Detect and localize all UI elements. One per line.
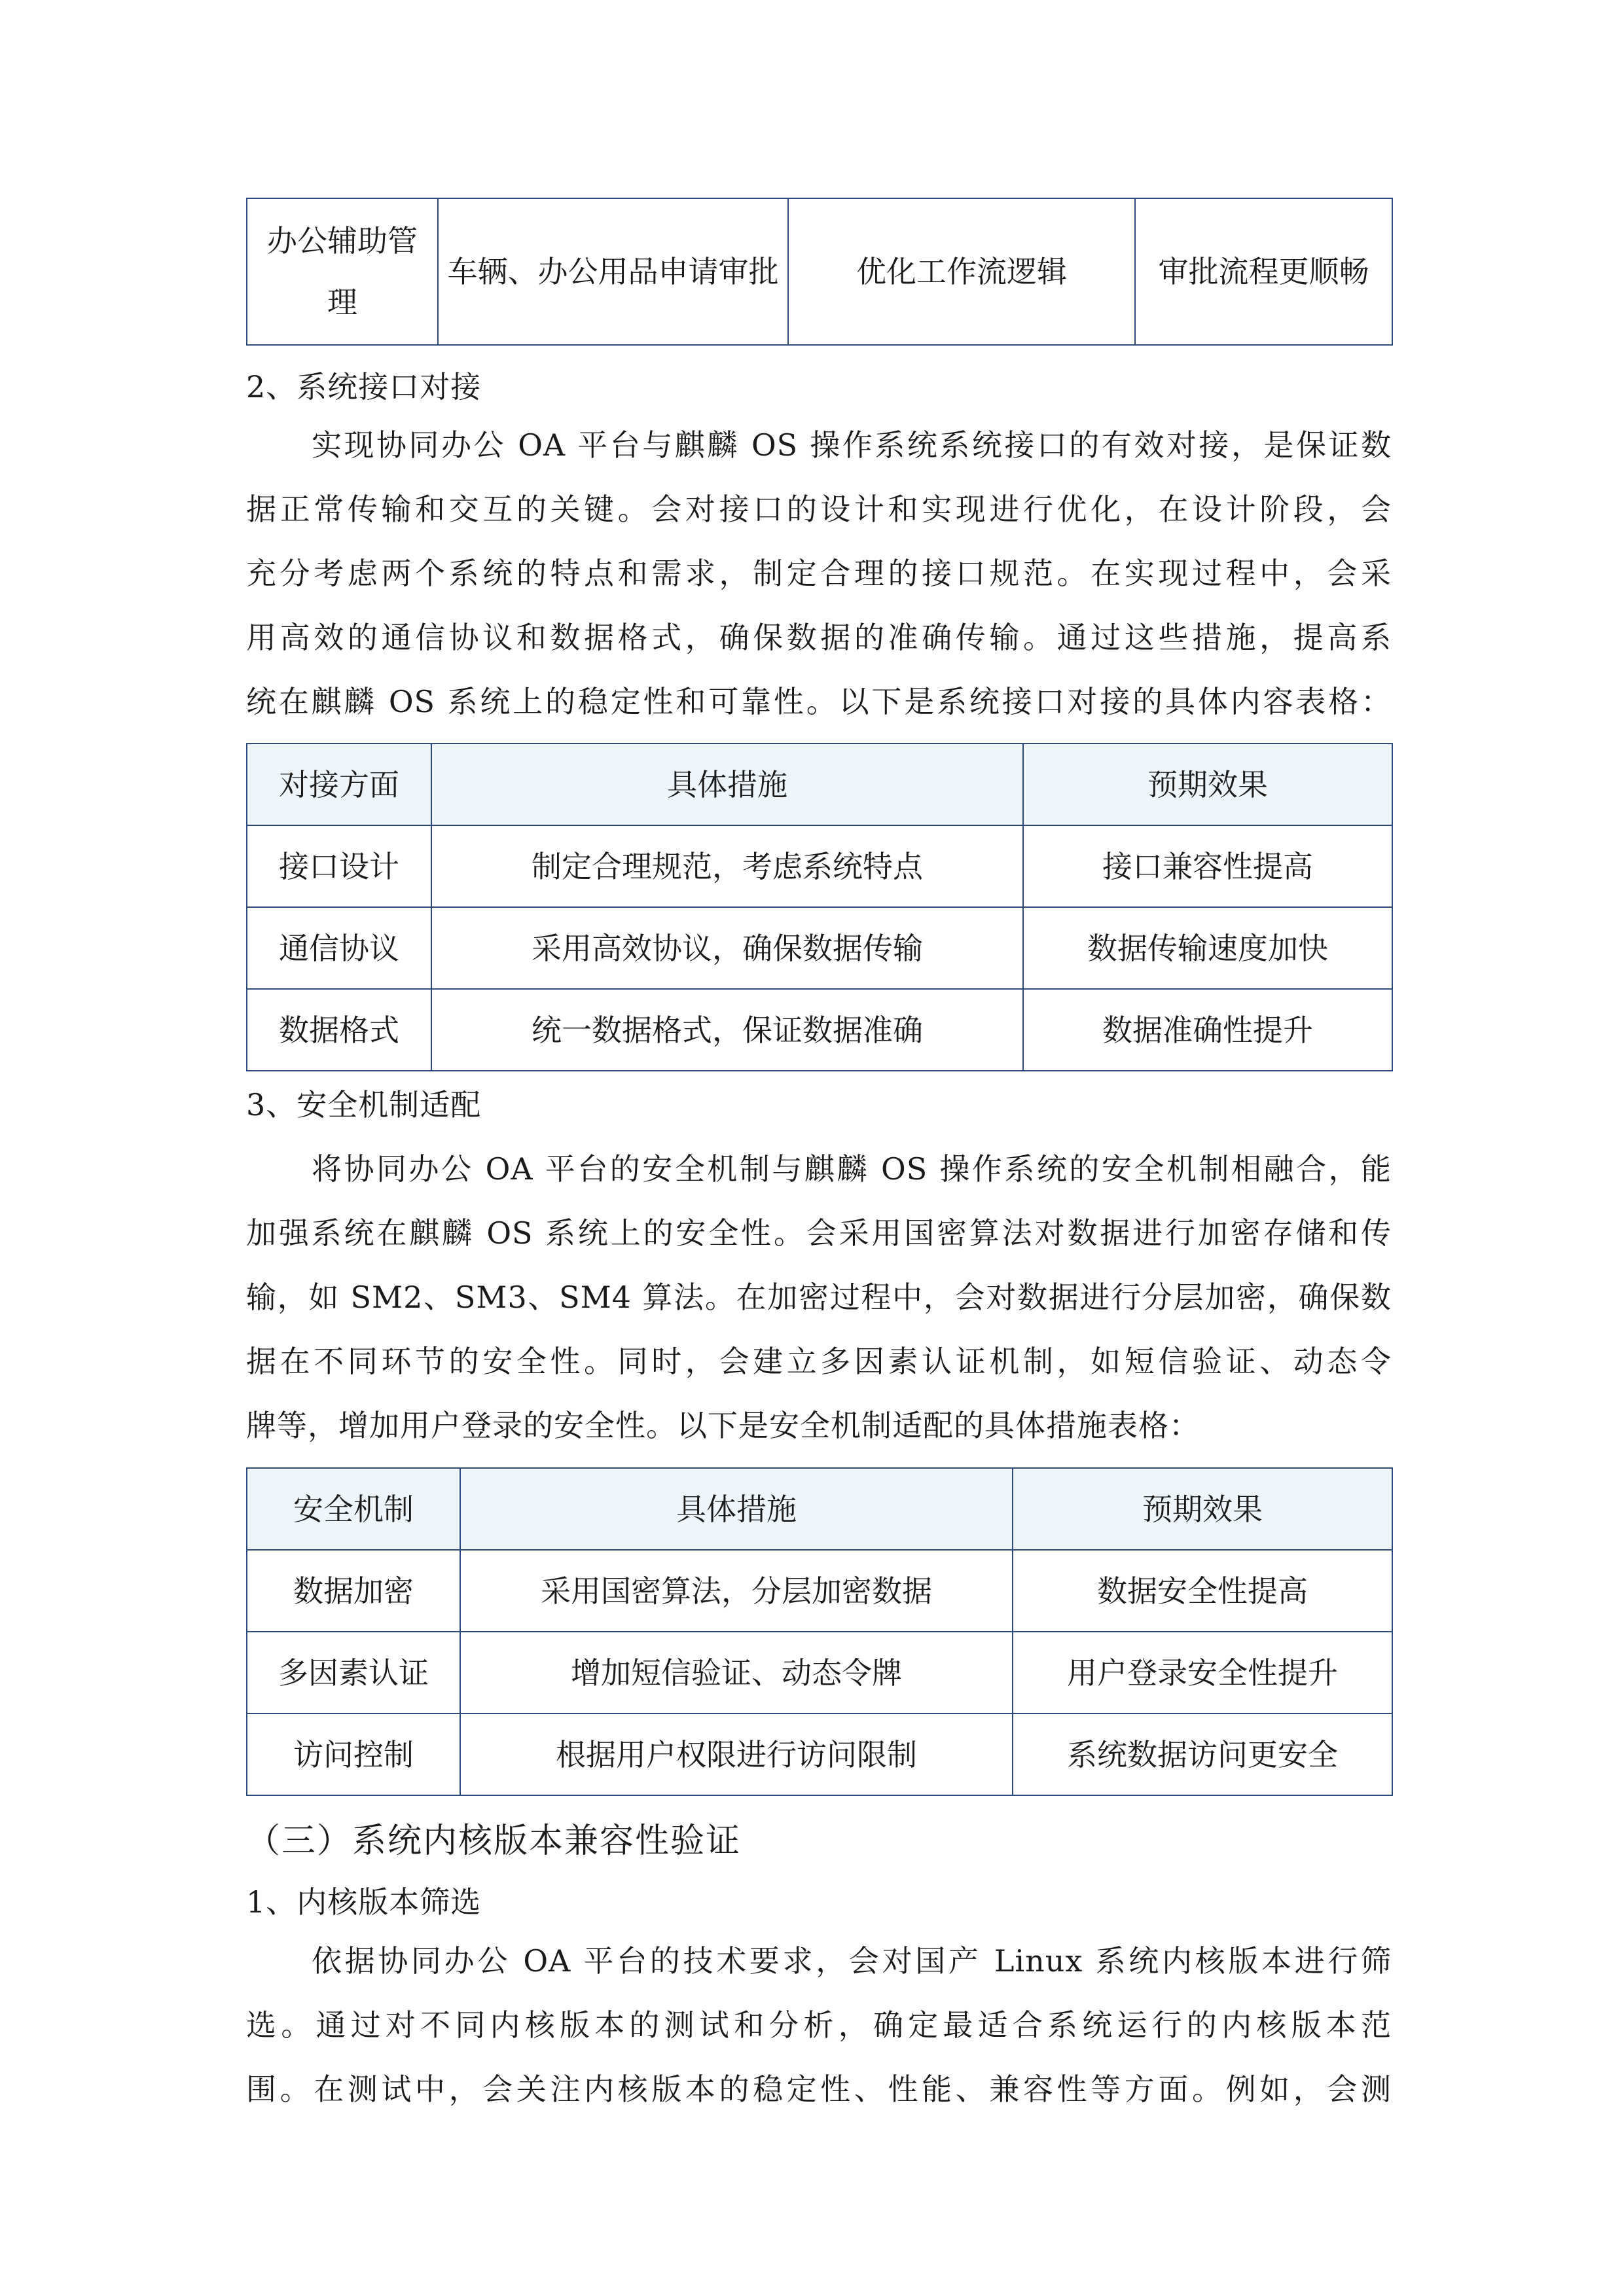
table-header-cell: 具体措施 xyxy=(431,744,1023,825)
table-cell: 数据加密 xyxy=(247,1550,460,1632)
paragraph-line: 充分考虑两个系统的特点和需求，制定合理的接口规范。在实现过程中，会采 xyxy=(246,556,1392,591)
paragraph-line: 选。通过对不同内核版本的测试和分析，确定最适合系统运行的内核版本范 xyxy=(246,2007,1392,2043)
table-cell: 数据准确性提升 xyxy=(1023,989,1392,1071)
paragraph-line: 依据协同办公 OA 平台的技术要求，会对国产 Linux 系统内核版本进行筛 xyxy=(312,1943,1392,1979)
section-heading: 3、安全机制适配 xyxy=(246,1087,482,1122)
table-cell: 增加短信验证、动态令牌 xyxy=(460,1632,1013,1713)
table-cell: 数据安全性提高 xyxy=(1013,1550,1392,1632)
table-cell: 采用高效协议，确保数据传输 xyxy=(431,907,1023,989)
paragraph-line: 据在不同环节的安全性。同时，会建立多因素认证机制，如短信验证、动态令 xyxy=(246,1344,1392,1379)
chapter-heading: （三）系统内核版本兼容性验证 xyxy=(246,1821,742,1861)
table-header-row xyxy=(247,744,1392,825)
table-cell xyxy=(788,198,1135,345)
table-cell: 采用国密算法，分层加密数据 xyxy=(460,1550,1013,1632)
table-header-cell: 预期效果 xyxy=(1013,1468,1392,1550)
paragraph-line: 用高效的通信协议和数据格式，确保数据的准确传输。通过这些措施，提高系 xyxy=(246,620,1392,655)
section-heading: 1、内核版本筛选 xyxy=(246,1884,482,1920)
cell-text: 办公辅助管理 xyxy=(267,223,418,320)
cell-text: 优化工作流逻辑 xyxy=(856,254,1067,289)
table-header-cell: 对接方面 xyxy=(247,744,431,825)
table-interface xyxy=(246,743,1393,1071)
section-heading: 2、系统接口对接 xyxy=(246,369,482,404)
table-continuation xyxy=(246,198,1393,346)
table-cell xyxy=(438,198,788,345)
table-security xyxy=(246,1467,1393,1796)
table-cell: 数据格式 xyxy=(247,989,431,1071)
table-row xyxy=(247,989,1392,1071)
table-cell: 访问控制 xyxy=(247,1713,460,1795)
cell-text: 审批流程更顺畅 xyxy=(1158,254,1369,289)
table-cell: 多因素认证 xyxy=(247,1632,460,1713)
table-row xyxy=(247,198,1392,345)
paragraph-line: 将协同办公 OA 平台的安全机制与麒麟 OS 操作系统的安全机制相融合，能 xyxy=(312,1151,1392,1187)
table-cell: 数据传输速度加快 xyxy=(1023,907,1392,989)
table-cell xyxy=(1135,198,1392,345)
table-row xyxy=(247,1632,1392,1713)
table-cell: 用户登录安全性提升 xyxy=(1013,1632,1392,1713)
table-cell: 接口设计 xyxy=(247,825,431,907)
table-header-row xyxy=(247,1468,1392,1550)
table-row xyxy=(247,907,1392,989)
paragraph-line: 牌等，增加用户登录的安全性。以下是安全机制适配的具体措施表格： xyxy=(246,1408,1200,1443)
paragraph-line: 加强系统在麒麟 OS 系统上的安全性。会采用国密算法对数据进行加密存储和传 xyxy=(246,1215,1392,1251)
table-row xyxy=(247,825,1392,907)
paragraph-line: 围。在测试中，会关注内核版本的稳定性、性能、兼容性等方面。例如，会测 xyxy=(246,2072,1392,2107)
table-cell: 制定合理规范，考虑系统特点 xyxy=(431,825,1023,907)
table-cell: 通信协议 xyxy=(247,907,431,989)
paragraph-line: 据正常传输和交互的关键。会对接口的设计和实现进行优化，在设计阶段，会 xyxy=(246,492,1392,527)
table-header-cell: 预期效果 xyxy=(1023,744,1392,825)
table-header-cell: 安全机制 xyxy=(247,1468,460,1550)
cell-text: 车辆、办公用品申请审批 xyxy=(447,254,779,289)
table-cell: 系统数据访问更安全 xyxy=(1013,1713,1392,1795)
paragraph-line: 输，如 SM2、SM3、SM4 算法。在加密过程中，会对数据进行分层加密，确保数 xyxy=(246,1280,1392,1315)
paragraph-line: 实现协同办公 OA 平台与麒麟 OS 操作系统系统接口的有效对接，是保证数 xyxy=(312,427,1392,463)
table-cell: 接口兼容性提高 xyxy=(1023,825,1392,907)
table-header-cell: 具体措施 xyxy=(460,1468,1013,1550)
table-cell: 统一数据格式，保证数据准确 xyxy=(431,989,1023,1071)
table-cell: 根据用户权限进行访问限制 xyxy=(460,1713,1013,1795)
table-row xyxy=(247,1550,1392,1632)
paragraph-line: 统在麒麟 OS 系统上的稳定性和可靠性。以下是系统接口对接的具体内容表格： xyxy=(246,684,1392,719)
table-row xyxy=(247,1713,1392,1795)
table-cell xyxy=(247,198,438,345)
